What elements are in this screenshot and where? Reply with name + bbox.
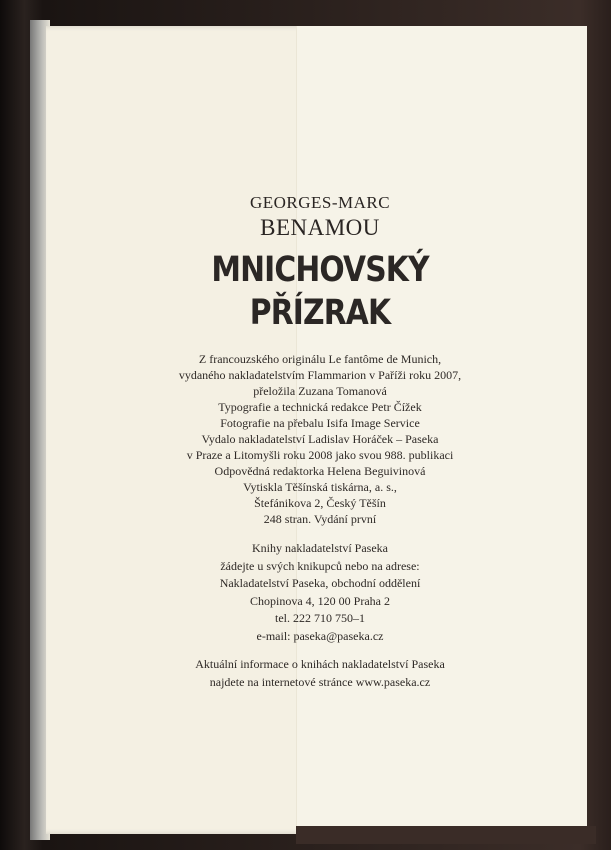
- colophon-line: 248 stran. Vydání první: [263, 512, 377, 526]
- orders-line: Chopinova 4, 120 00 Praha 2: [250, 593, 390, 608]
- info-line: Aktuální informace o knihách nakladatelství Paseka: [195, 657, 445, 671]
- info-block: [110, 656, 530, 691]
- colophon-line: přeložila Zuzana Tomanová: [253, 384, 387, 398]
- orders-line: e-mail: paseka@paseka.cz: [256, 628, 384, 643]
- colophon-line: Typografie a technická redakce Petr Čížek: [218, 400, 422, 414]
- author-last-name: BENAMOU: [260, 215, 380, 240]
- colophon-line: Z francouzského originálu Le fantôme de Munich,: [198, 352, 442, 366]
- orders-line: tel. 222 710 750–1: [275, 611, 365, 625]
- book-title-line2: PŘÍZRAK: [249, 293, 391, 333]
- colophon-block: [110, 351, 530, 527]
- orders-block: [110, 540, 530, 645]
- colophon-line: vydaného nakladatelstvím Flammarion v Paříži roku 2007,: [178, 368, 462, 382]
- colophon-line: Odpovědná redaktorka Helena Beguivinová: [214, 464, 426, 478]
- book-title-line1: MNICHOVSKÝ: [211, 250, 429, 290]
- orders-line: Nakladatelství Paseka, obchodní oddělení: [219, 576, 421, 590]
- colophon-line: Fotografie na přebalu Isifa Image Service: [220, 416, 420, 430]
- cover-band: [296, 826, 596, 844]
- orders-line: Knihy nakladatelství Paseka: [252, 541, 388, 555]
- info-line: najdete na internetové stránce www.paseka.cz: [209, 674, 431, 689]
- author-first-name: GEORGES-MARC: [249, 193, 391, 212]
- colophon-line: Štefánikova 2, Český Těšín: [254, 496, 386, 510]
- orders-line: žádejte u svých knikupců nebo na adrese:: [220, 558, 420, 573]
- colophon-line: Vydalo nakladatelství Ladislav Horáček – Paseka: [201, 432, 439, 446]
- colophon-line: v Praze a Litomyšli roku 2008 jako svou 988. publikaci: [186, 448, 454, 462]
- colophon-line: Vytiskla Těšínská tiskárna, a. s.,: [243, 480, 397, 494]
